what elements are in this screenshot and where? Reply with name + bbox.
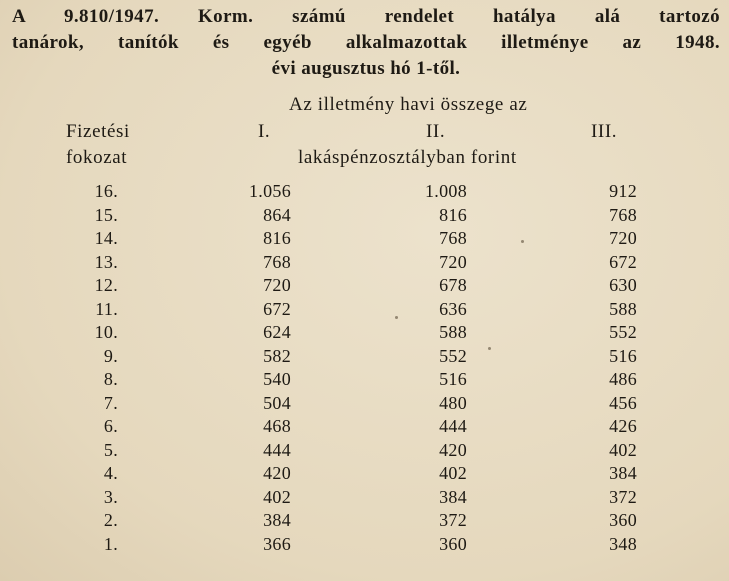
column-iii-cell: 516 <box>609 345 637 366</box>
table-row <box>0 439 729 463</box>
column-i-cell: 624 <box>263 322 291 342</box>
column-iii-cell: 588 <box>609 298 637 319</box>
table-row <box>0 180 729 204</box>
column-i-cell: 366 <box>263 533 291 554</box>
column-ii-cell: 636 <box>439 298 467 319</box>
column-iii-cell: 912 <box>609 181 637 201</box>
column-i-cell: 540 <box>263 369 291 389</box>
column-ii-cell: 372 <box>439 510 467 530</box>
column-iii-cell: 372 <box>609 486 637 507</box>
table-row <box>0 321 729 345</box>
table-row <box>0 298 729 322</box>
column-iii-cell: 486 <box>609 369 637 389</box>
grade-cell: 9. <box>103 345 118 366</box>
column-i-cell: 720 <box>263 275 291 295</box>
print-speck <box>395 316 398 319</box>
print-speck <box>488 347 491 350</box>
column-ii-cell: 444 <box>439 416 467 436</box>
column-iii-cell: 672 <box>609 251 637 272</box>
title-line-1: A 9.810/1947. Korm. számú rendelet hatálya alá tartozó <box>12 6 720 27</box>
column-i-cell: 864 <box>263 204 291 225</box>
header-column-ii: II. <box>426 121 446 142</box>
column-i-cell: 504 <box>263 392 291 413</box>
grade-cell: 12. <box>94 275 118 295</box>
column-ii-cell: 552 <box>439 345 467 366</box>
column-iii-cell: 630 <box>609 275 637 295</box>
title-line-2: tanárok, tanítók és egyéb alkalmazottak illetménye az 1948. <box>12 32 720 53</box>
column-ii-cell: 1.008 <box>425 181 467 201</box>
header-housing-class-label: lakáspénzosztályban forint <box>298 147 517 168</box>
table-row <box>0 274 729 298</box>
grade-cell: 1. <box>103 533 118 554</box>
column-i-cell: 444 <box>263 439 291 460</box>
column-iii-cell: 426 <box>609 416 637 436</box>
column-ii-cell: 816 <box>439 204 467 225</box>
column-iii-cell: 348 <box>609 533 637 554</box>
document-title <box>12 4 720 82</box>
column-ii-cell: 588 <box>439 322 467 342</box>
header-amount-label: Az illetmény havi összege az <box>289 94 528 115</box>
column-i-cell: 468 <box>263 416 291 436</box>
column-iii-cell: 456 <box>609 392 637 413</box>
grade-cell: 7. <box>103 392 118 413</box>
grade-cell: 5. <box>103 439 118 460</box>
column-ii-cell: 720 <box>439 251 467 272</box>
column-iii-cell: 384 <box>609 463 637 483</box>
column-ii-cell: 678 <box>439 275 467 295</box>
column-i-cell: 768 <box>263 251 291 272</box>
column-ii-cell: 516 <box>439 369 467 389</box>
print-speck <box>521 240 524 243</box>
table-row <box>0 368 729 392</box>
column-iii-cell: 402 <box>609 439 637 460</box>
table-row <box>0 509 729 533</box>
column-i-cell: 1.056 <box>249 181 291 201</box>
table-row <box>0 533 729 557</box>
column-ii-cell: 360 <box>439 533 467 554</box>
title-line-3: évi augusztus hó 1-től. <box>271 58 461 79</box>
table-row <box>0 392 729 416</box>
column-ii-cell: 480 <box>439 392 467 413</box>
column-i-cell: 420 <box>263 463 291 483</box>
grade-cell: 4. <box>103 463 118 483</box>
grade-cell: 13. <box>94 251 118 272</box>
table-row <box>0 486 729 510</box>
table-row <box>0 251 729 275</box>
column-i-cell: 582 <box>263 345 291 366</box>
header-grade-label-2: fokozat <box>66 147 128 168</box>
header-column-iii: III. <box>591 121 618 142</box>
grade-cell: 10. <box>94 322 118 342</box>
grade-cell: 15. <box>94 204 118 225</box>
column-i-cell: 402 <box>263 486 291 507</box>
header-grade-label-1: Fizetési <box>66 121 130 142</box>
column-ii-cell: 420 <box>439 439 467 460</box>
table-row <box>0 204 729 228</box>
table-row <box>0 462 729 486</box>
column-iii-cell: 768 <box>609 204 637 225</box>
grade-cell: 11. <box>95 298 118 319</box>
header-column-i: I. <box>258 121 271 142</box>
grade-cell: 2. <box>103 510 118 530</box>
salary-table-body <box>0 180 729 556</box>
table-row <box>0 415 729 439</box>
grade-cell: 6. <box>103 416 118 436</box>
column-ii-cell: 768 <box>439 228 467 248</box>
column-i-cell: 384 <box>263 510 291 530</box>
table-row <box>0 345 729 369</box>
column-i-cell: 672 <box>263 298 291 319</box>
column-iii-cell: 720 <box>609 228 637 248</box>
column-ii-cell: 402 <box>439 463 467 483</box>
table-row <box>0 227 729 251</box>
column-iii-cell: 360 <box>609 510 637 530</box>
grade-cell: 3. <box>103 486 118 507</box>
grade-cell: 16. <box>94 181 118 201</box>
grade-cell: 14. <box>94 228 118 248</box>
column-ii-cell: 384 <box>439 486 467 507</box>
column-i-cell: 816 <box>263 228 291 248</box>
column-iii-cell: 552 <box>609 322 637 342</box>
grade-cell: 8. <box>103 369 118 389</box>
